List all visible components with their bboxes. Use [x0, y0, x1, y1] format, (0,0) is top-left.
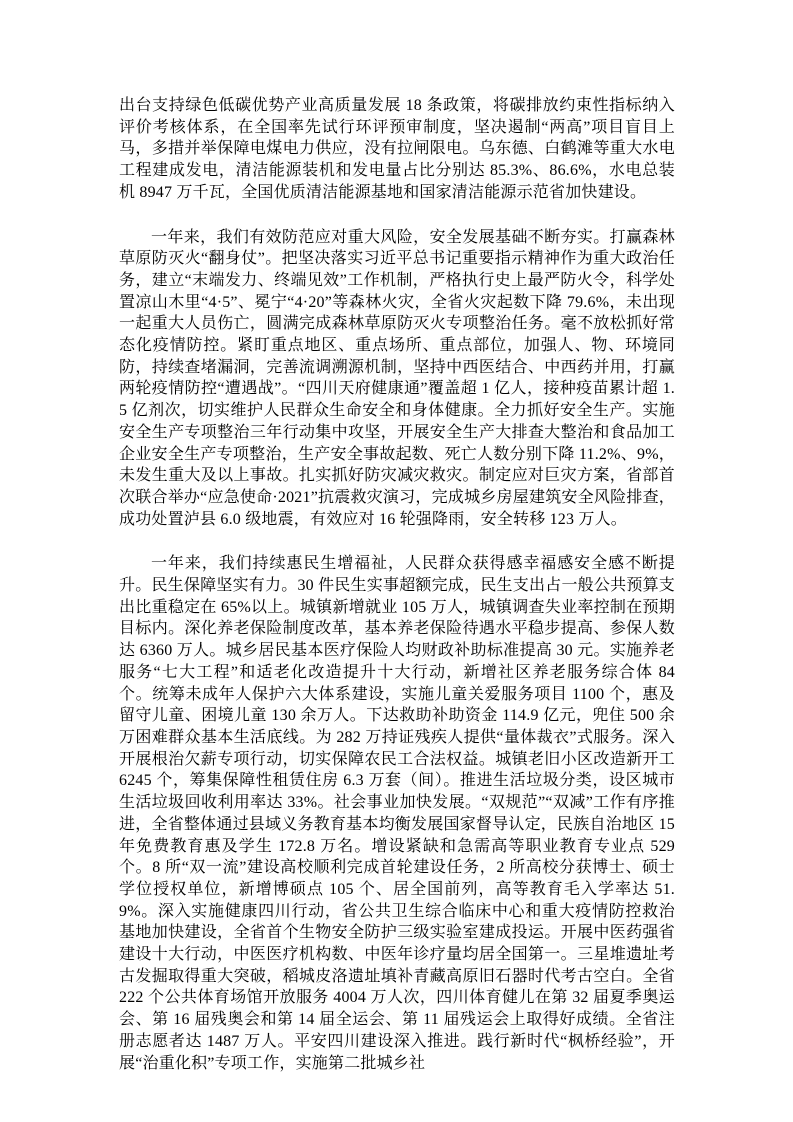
paragraph-energy-policy: 出台支持绿色低碳优势产业高质量发展 18 条政策，将碳排放约束性指标纳入评价考核体系，在全国率先试行环评预审制度，坚决遏制“两高”项目盲目上马，多措并举保障电煤电力供应，没有拉闸限电。乌东德、白鹤滩等重大水电工程建成发电，清洁能源装机和发电量占比分别达 85.3%、86.6%，水电总装机 8947 万千瓦，全国优质清洁能源基地和国家清洁能源示范省加快建设。: [119, 97, 675, 201]
text-block: [119, 95, 675, 1074]
paragraph-risk-prevention: 一年来，我们有效防范应对重大风险，安全发展基础不断夯实。打赢森林草原防灭火“翻身仗”。把坚决落实习近平总书记重要指示精神作为重大政治任务，建立“末端发力、终端见效”工作机制，严格执行史上最严防火令，科学处置凉山木里“4·5”、冕宁“4·20”等森林火灾，全省火灾起数下降 79.6%，未出现一起重大人员伤亡，圆满完成森林草原防灭火专项整治任务。毫不放松抓好常态化疫情防控。紧盯重点地区、重点场所、重点部位，加强人、物、环境同防，持续查堵漏洞，完善流调溯源机制，坚持中西医结合、中西药并用，打赢两轮疫情防控“遭遇战”。“四川天府健康通”覆盖超 1 亿人，接种疫苗累计超 1.5 亿剂次，切实维护人民群众生命安全和身体健康。全力抓好安全生产。实施安全生产专项整治三年行动集中攻坚，开展安全生产大排查大整治和食品加工企业安全生产专项整治，生产安全事故起数、死亡人数分别下降 11.2%、9%，未发生重大及以上事故。扎实抓好防灾减灾救灾。制定应对巨灾方案，省部首次联合举办“应急使命·2021”抗震救灾演习，完成城乡房屋建筑安全风险排查，成功处置泸县 6.0 级地震，有效应对 16 轮强降雨，安全转移 123 万人。: [119, 228, 675, 528]
paragraph-livelihood: 一年来，我们持续惠民生增福祉，人民群众获得感幸福感安全感不断提升。民生保障坚实有力。30 件民生实事超额完成，民生支出占一般公共预算支出比重稳定在 65%以上。城镇新增就业 105 万人，城镇调查失业率控制在预期目标内。深化养老保险制度改革，基本养老保险待遇水平稳步提高、参保人数达 6360 万人。城乡居民基本医疗保险人均财政补助标准提高 30 元。实施养老服务“七大工程”和适老化改造提升十大行动，新增社区养老服务综合体 84 个。统筹未成年人保护六大体系建设，实施儿童关爱服务项目 1100 个，惠及留守儿童、困境儿童 130 余万人。下达救助补助资金 114.9 亿元，兜住 500 余万困难群众基本生活底线。为 282 万持证残疾人提供“量体裁衣”式服务。深入开展根治欠薪专项行动，切实保障农民工合法权益。城镇老旧小区改造新开工 6245 个，筹集保障性租赁住房 6.3 万套（间）。推进生活垃圾分类，设区城市生活垃圾回收利用率达 33%。社会事业加快发展。“双规范”“双减”工作有序推进，全省整体通过县域义务教育基本均衡发展国家督导认定，民族自治地区 15 年免费教育惠及学生 172.8 万名。增设紧缺和急需高等职业教育专业点 529 个。8 所“双一流”建设高校顺利完成首轮建设任务，2 所高校分获博士、硕士学位授权单位，新增博硕点 105 个、居全国前列，高等教育毛入学率达 51.9%。深入实施健康四川行动，省公共卫生综合临床中心和重大疫情防控救治基地加快建设，全省首个生物安全防护三级实验室建成投运。开展中医药强省建设十大行动，中医医疗机构数、中医年诊疗量均居全国第一。三星堆遗址考古发掘取得重大突破，稻城皮洛遗址填补青藏高原旧石器时代考古空白。全省 222 个公共体育场馆开放服务 4004 万人次，四川体育健儿在第 32 届夏季奥运会、第 16 届残奥会和第 14 届全运会、第 11 届残运会上取得好成绩。全省注册志愿者达 1487 万人。平安四川建设深入推进。践行新时代“枫桥经验”，开展“治重化积”专项工作，实施第二批城乡社: [119, 555, 675, 1072]
